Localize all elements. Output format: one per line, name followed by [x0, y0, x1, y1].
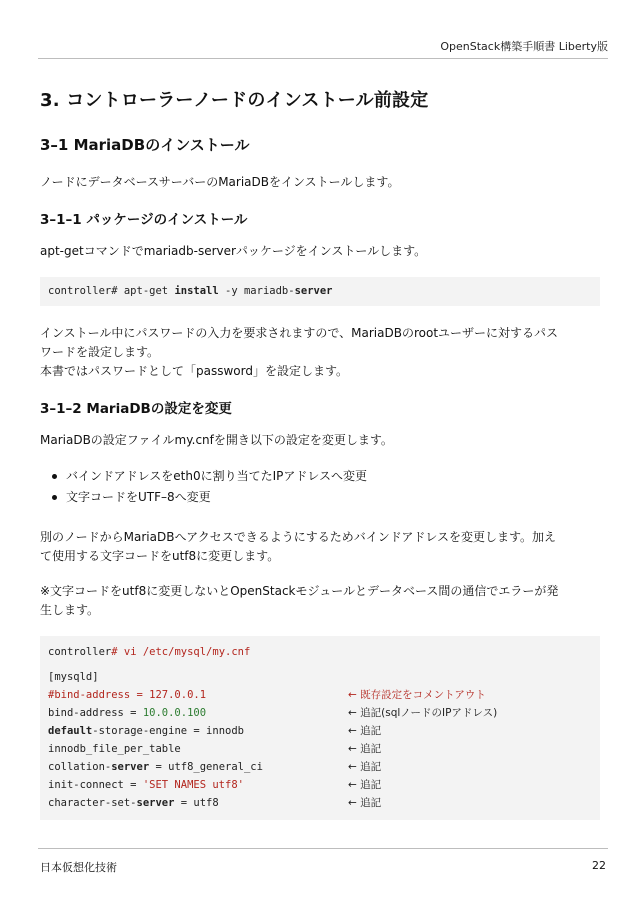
footer-divider [38, 848, 608, 849]
cmd-keyword: install [174, 285, 219, 297]
vi-command: controller# vi /etc/mysql/my.cnf [48, 646, 251, 658]
config-row: character-set-server = utf8 ← 追記 [48, 794, 594, 812]
note-paragraph: ※文字コードをutf8に変更しないとOpenStackモジュールとデータベース間の通信でエラーが発 生します。 [40, 584, 559, 617]
section-intro: ノードにデータベースサーバーのMariaDBをインストールします。 [40, 175, 400, 189]
config-row: #bind-address = 127.0.0.1 ← 既存設定をコメントアウト [48, 686, 594, 704]
header-divider [38, 58, 608, 59]
list-item: バインドアドレスをeth0に割り当てたIPアドレスへ変更 [40, 466, 600, 487]
change-list [40, 466, 600, 508]
config-comment: ← 追記 [348, 743, 382, 755]
bullet-icon [52, 474, 57, 479]
cmd-middle: -y mariadb- [218, 285, 295, 297]
page-content [40, 86, 600, 838]
config-row: default-storage-engine = innodb ← 追記 [48, 722, 594, 740]
config-comment: ← 追記 [348, 797, 382, 809]
subsection-text-3-1-2: MariaDBの設定ファイルmy.cnfを開き以下の設定を変更します。 [40, 433, 393, 447]
password-paragraph [40, 324, 600, 381]
footer-company: 日本仮想化技術 [40, 861, 117, 874]
bullet-icon [52, 495, 57, 500]
page-number: 22 [592, 859, 606, 872]
config-comment: ← 追記 [348, 761, 382, 773]
config-row: init-connect = 'SET NAMES utf8' ← 追記 [48, 776, 594, 794]
install-command-block [40, 277, 600, 306]
chapter-title: 3. コントローラーノードのインストール前設定 [40, 90, 429, 111]
subsection-title-3-1-2: 3–1–2 MariaDBの設定を変更 [40, 401, 232, 417]
config-comment: ← 追記 [348, 779, 382, 791]
config-row: collation-server = utf8_general_ci ← 追記 [48, 758, 594, 776]
config-row: bind-address = 10.0.0.100 ← 追記(sqlノードのIPアドレス) [48, 704, 594, 722]
install-command [48, 283, 594, 300]
section-title-3-1: 3–1 MariaDBのインストール [40, 136, 250, 154]
password-line-3: 本書ではパスワードとして「password」を設定します。 [40, 364, 349, 378]
config-row: innodb_file_per_table ← 追記 [48, 740, 594, 758]
config-comment: ← 既存設定をコメントアウト [348, 689, 486, 701]
password-line-2: ワードを設定します。 [40, 345, 160, 359]
password-line-1: インストール中にパスワードの入力を要求されますので、MariaDBのrootユーザーに対するパス [40, 326, 559, 340]
list-item: 文字コードをUTF–8へ変更 [40, 487, 600, 508]
config-comment: ← 追記(sqlノードのIPアドレス) [348, 707, 498, 719]
running-header: OpenStack構築手順書 Liberty版 [440, 40, 608, 53]
subsection-title-3-1-1: 3–1–1 パッケージのインストール [40, 212, 248, 228]
config-comment: ← 追記 [348, 725, 382, 737]
config-section-header: [mysqld] [48, 671, 99, 683]
mycnf-config-block [40, 636, 600, 820]
subsection-text-3-1-1: apt-getコマンドでmariadb-serverパッケージをインストールします。 [40, 244, 427, 258]
cmd-target: server [294, 285, 333, 297]
cmd-prompt: controller# apt-get [48, 285, 175, 297]
bind-address-paragraph: 別のノードからMariaDBへアクセスできるようにするためバインドアドレスを変更します。加え て使用する文字コードをutf8に変更します。 [40, 530, 557, 563]
